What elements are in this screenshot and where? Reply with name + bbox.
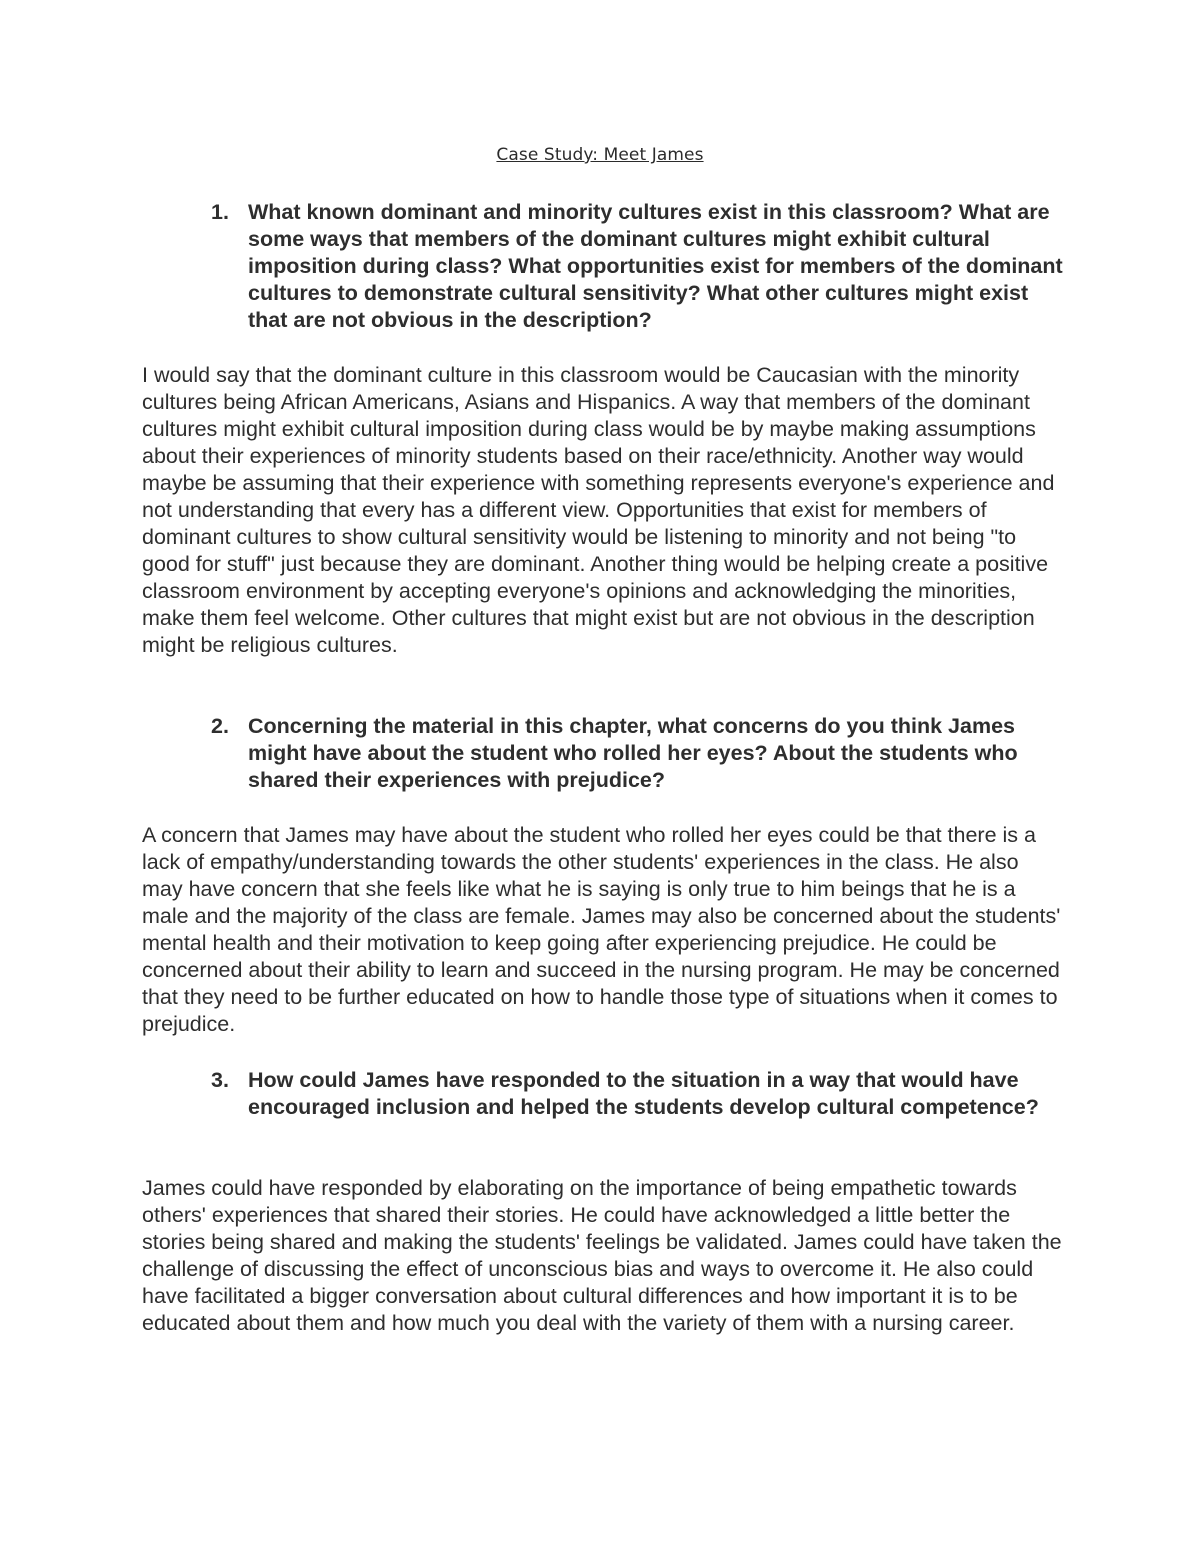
question-3-text: How could James have responded to the situation in a way that would have encouraged inclusion and helped the students develop cultural competence? [248, 1068, 1039, 1119]
question-2 [211, 713, 1071, 794]
question-1-text: What known dominant and minority cultures exist in this classroom? What are some ways that members of the dominant cultures might exhibit cultural imposition during class? What opportunities exist for members of the dominant cultures to demonstrate cultural sensitivity? What other cultures might exist that are not obvious in the description? [248, 200, 1063, 332]
answer-2: A concern that James may have about the student who rolled her eyes could be that there is a lack of empathy/understanding towards the other students' experiences in the class. He also may have concern that she feels like what he is saying is only true to him beings that he is a male and the majority of the class are female. James may also be concerned about the students' mental health and their motivation to keep going after experiencing prejudice. He could be concerned about their ability to learn and succeed in the nursing program. He may be concerned that they need to be further educated on how to handle those type of situations when it comes to prejudice. [142, 823, 1061, 1036]
question-1-number: 1. [211, 200, 229, 224]
answer-1: I would say that the dominant culture in this classroom would be Caucasian with the minority cultures being African Americans, Asians and Hispanics. A way that members of the dominant cultures might exhibit cultural imposition during class would be by maybe making assumptions about their experiences of minority students based on their race/ethnicity. Another way would maybe be assuming that their experience with something represents everyone's experience and not understanding that every has a different view. Opportunities that exist for members of dominant cultures to show cultural sensitivity would be listening to minority and not being "to good for stuff" just because they are dominant. Another thing would be helping create a positive classroom environment by accepting everyone's opinions and acknowledging the minorities, make them feel welcome. Other cultures that might exist but are not obvious in the description might be religious cultures. [142, 363, 1055, 657]
question-2-number: 2. [211, 714, 229, 738]
page-title: Case Study: Meet James [496, 145, 704, 165]
question-1 [211, 199, 1071, 334]
question-2-text: Concerning the material in this chapter, what concerns do you think James might have about the student who rolled her eyes? About the students who shared their experiences with prejudice? [248, 714, 1018, 792]
question-3 [211, 1067, 1071, 1121]
question-3-number: 3. [211, 1068, 229, 1092]
answer-3: James could have responded by elaborating on the importance of being empathetic towards others' experiences that shared their stories. He could have acknowledged a little better the stories being shared and making the students' feelings be validated. James could have taken the challenge of discussing the effect of unconscious bias and ways to overcome it. He also could have facilitated a bigger conversation about cultural differences and how important it is to be educated about them and how much you deal with the variety of them with a nursing career. [142, 1176, 1062, 1335]
